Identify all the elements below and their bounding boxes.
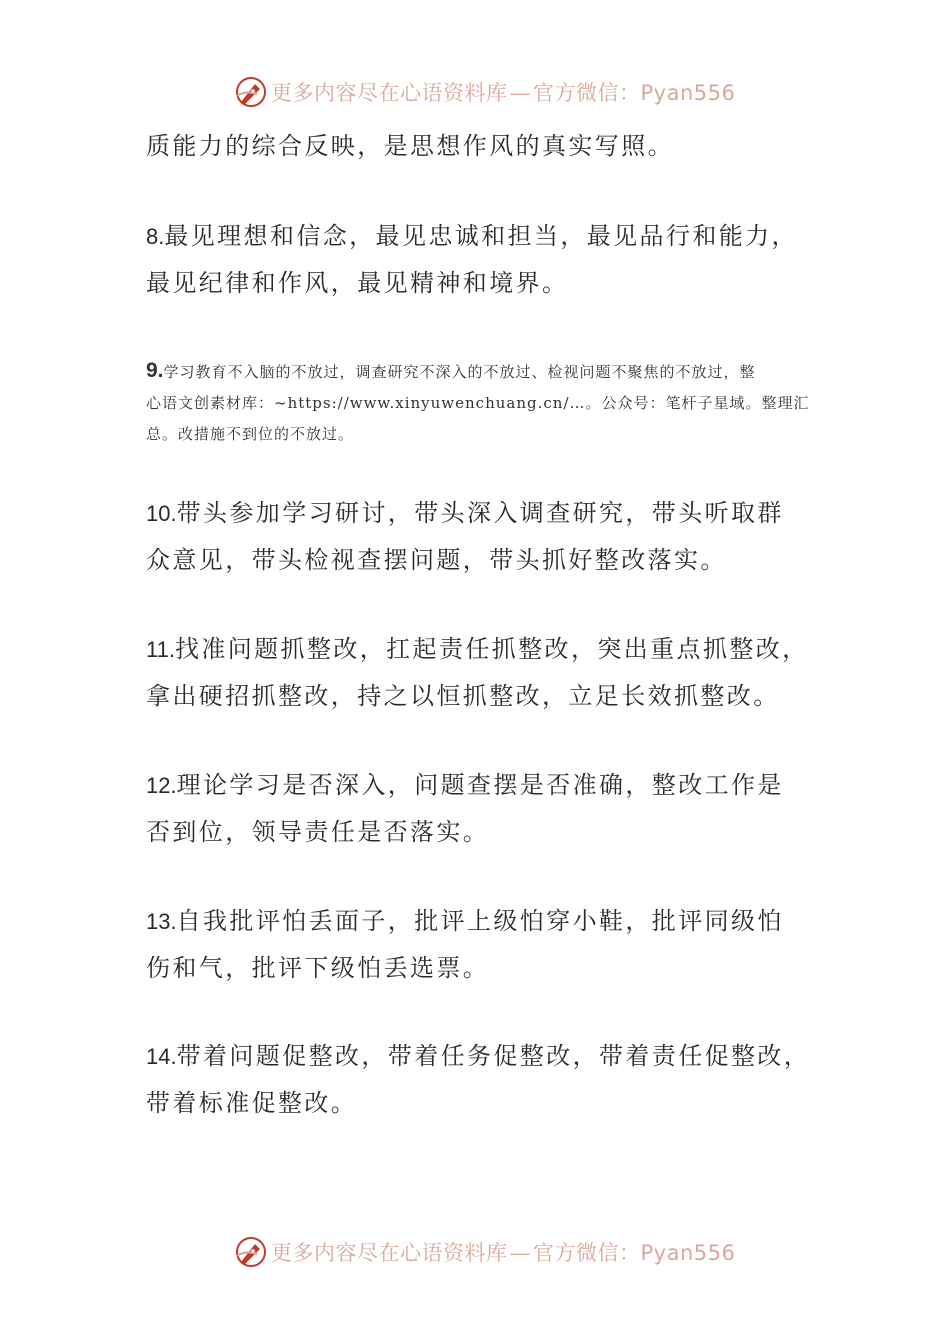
paragraph-line: 心语文创素材库：~https://www.xinyuwenchuang.cn/…。公众号：笔杆子星域。整理汇	[146, 394, 810, 412]
item-number: 12.	[146, 773, 177, 798]
item-number: 13.	[146, 909, 177, 934]
list-item-14	[146, 1033, 814, 1126]
banner-text	[271, 77, 735, 107]
banner-wechat: 官方微信：Pyan556	[533, 81, 736, 105]
list-item-12	[146, 762, 814, 855]
paragraph-line: 理论学习是否深入，问题查摆是否准确，整改工作是	[176, 771, 784, 799]
item-number: 8.	[146, 224, 165, 249]
list-item-9	[146, 355, 826, 450]
paragraph-line: 学习教育不入脑的不放过，调查研究不深入的不放过、检视问题不聚焦的不放过，整	[163, 363, 756, 381]
banner-main: 更多内容尽在心语资料库	[271, 81, 508, 105]
paragraph-continuation	[146, 123, 814, 169]
pen-nib-logo-icon	[233, 74, 269, 110]
paragraph-line: 总。改措施不到位的不放过。	[146, 425, 355, 443]
item-number: 11.	[146, 637, 175, 662]
paragraph-line: 否到位，领导责任是否落实。	[146, 818, 490, 846]
list-item-11	[146, 626, 814, 719]
paragraph-line: 自我批评怕丢面子，批评上级怕穿小鞋，批评同级怕	[176, 907, 784, 935]
paragraph-line: 众意见，带头检视查摆问题，带头抓好整改落实。	[146, 546, 727, 574]
banner-main: 更多内容尽在心语资料库	[271, 1241, 508, 1265]
item-number: 14.	[146, 1044, 177, 1069]
paragraph-line: 带着问题促整改，带着任务促整改，带着责任促整改，	[176, 1042, 811, 1070]
paragraph-line: 质能力的综合反映，是思想作风的真实写照。	[146, 132, 674, 160]
paragraph-line: 伤和气，批评下级怕丢选票。	[146, 954, 490, 982]
paragraph-line: 最见理想和信念，最见忠诚和担当，最见品行和能力，	[164, 222, 798, 250]
list-item-13	[146, 898, 814, 991]
paragraph-line: 找准问题抓整改，扛起责任抓整改，突出重点抓整改，	[174, 635, 809, 663]
banner-wechat: 官方微信：Pyan556	[533, 1241, 736, 1265]
paragraph-line: 带头参加学习研讨，带头深入调查研究，带头听取群	[176, 499, 784, 527]
item-number: 10.	[146, 501, 177, 526]
pen-nib-logo-icon	[233, 1234, 269, 1270]
banner-text	[271, 1237, 735, 1267]
banner-separator: —	[509, 81, 531, 105]
banner-separator: —	[509, 1241, 531, 1265]
footer-banner	[233, 1232, 735, 1272]
header-banner	[233, 72, 735, 112]
list-item-8	[146, 213, 814, 306]
paragraph-line: 拿出硬招抓整改，持之以恒抓整改，立足长效抓整改。	[146, 682, 780, 710]
item-number: 9.	[146, 359, 164, 382]
list-item-10	[146, 490, 814, 583]
paragraph-line: 最见纪律和作风，最见精神和境界。	[146, 269, 569, 297]
paragraph-line: 带着标准促整改。	[146, 1089, 358, 1117]
